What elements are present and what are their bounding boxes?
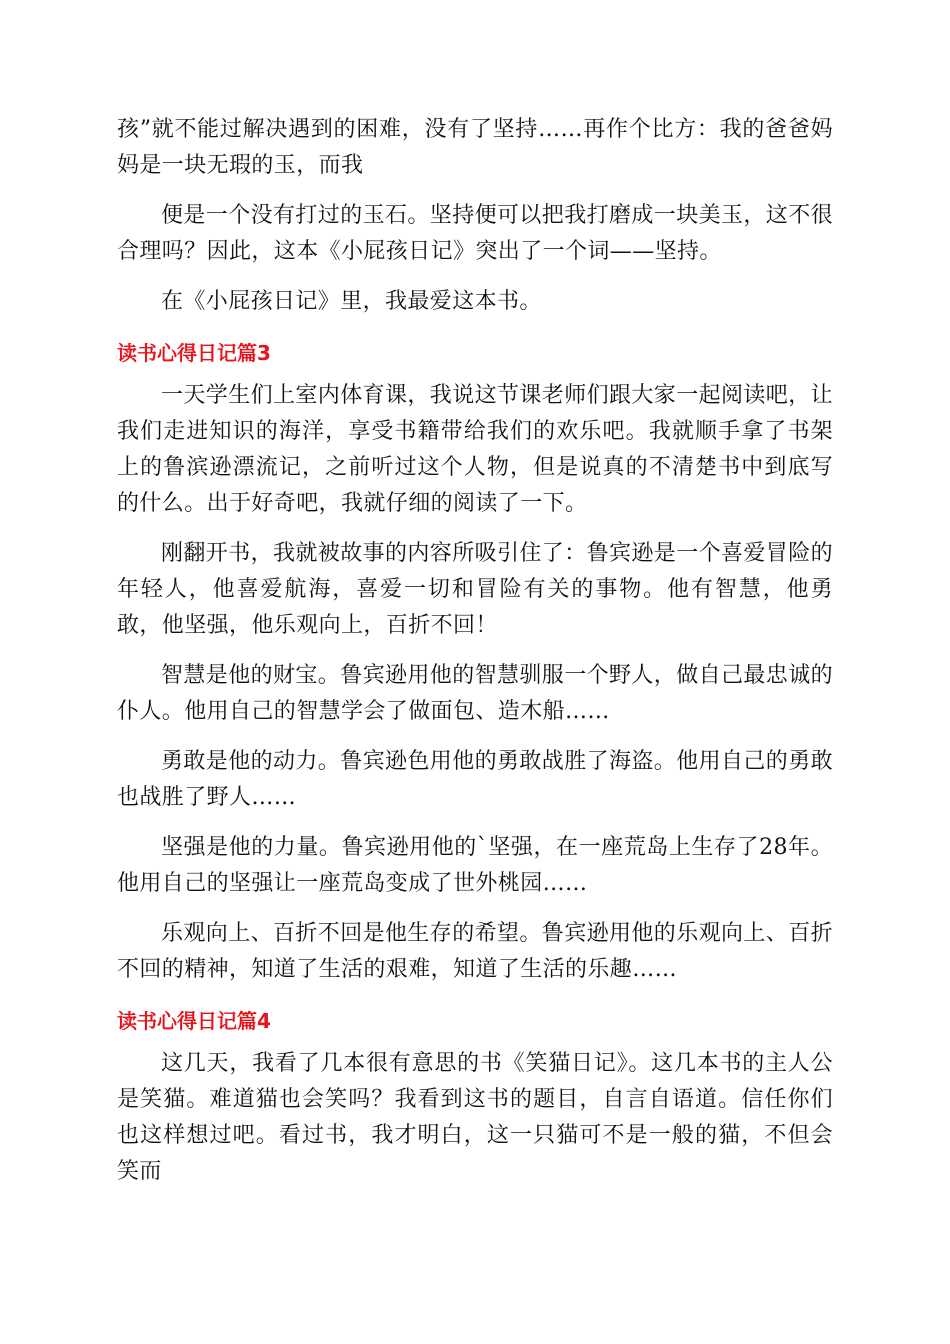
paragraph: 便是一个没有打过的玉石。坚持便可以把我打磨成一块美玉，这不很合理吗？因此，这本《小屁孩日记》突出了一个词——坚持。 — [117, 203, 834, 264]
paragraph: 刚翻开书，我就被故事的内容所吸引住了：鲁宾逊是一个喜爱冒险的年轻人，他喜爱航海，喜爱一切和冒险有关的事物。他有智慧，他勇敢，他坚强，他乐观向上，百折不回！ — [117, 541, 834, 638]
section-heading-4: 读书心得日记篇4 — [117, 1009, 271, 1033]
paragraph: 这几天，我看了几本很有意思的书《笑猫日记》。这几本书的主人公是笑猫。难道猫也会笑吗？我看到这书的题目，自言自语道。信任你们也这样想过吧。看过书，我才明白，这一只猫可不是一般的猫，不但会笑而 — [117, 1051, 833, 1184]
paragraph: 坚强是他的力量。鲁宾逊用他的`坚强，在一座荒岛上生存了28年。他用自己的坚强让一座荒岛变成了世外桃园…… — [117, 835, 833, 896]
paragraph: 在《小屁孩日记》里，我最爱这本书。 — [161, 289, 542, 314]
paragraph: 乐观向上、百折不回是他生存的希望。鲁宾逊用他的乐观向上、百折不回的精神，知道了生活的艰难，知道了生活的乐趣…… — [117, 921, 834, 982]
paragraph: 智慧是他的财宝。鲁宾逊用他的智慧驯服一个野人，做自己最忠诚的仆人。他用自己的智慧学会了做面包、造木船…… — [117, 663, 834, 724]
document-page — [117, 112, 833, 1190]
paragraph: 勇敢是他的动力。鲁宾逊色用他的勇敢战胜了海盗。他用自己的勇敢也战胜了野人…… — [117, 749, 834, 810]
paragraph-continued: 孩”就不能过解决遇到的困难，没有了坚持……再作个比方：我的爸爸妈妈是一块无瑕的玉，而我 — [117, 117, 833, 178]
paragraph: 一天学生们上室内体育课，我说这节课老师们跟大家一起阅读吧，让我们走进知识的海洋，享受书籍带给我们的欢乐吧。我就顺手拿了书架上的鲁滨逊漂流记，之前听过这个人物，但是说真的不清楚书中到底写的什么。出于好奇吧，我就仔细的阅读了一下。 — [117, 383, 834, 516]
section-heading-3: 读书心得日记篇3 — [117, 341, 271, 365]
